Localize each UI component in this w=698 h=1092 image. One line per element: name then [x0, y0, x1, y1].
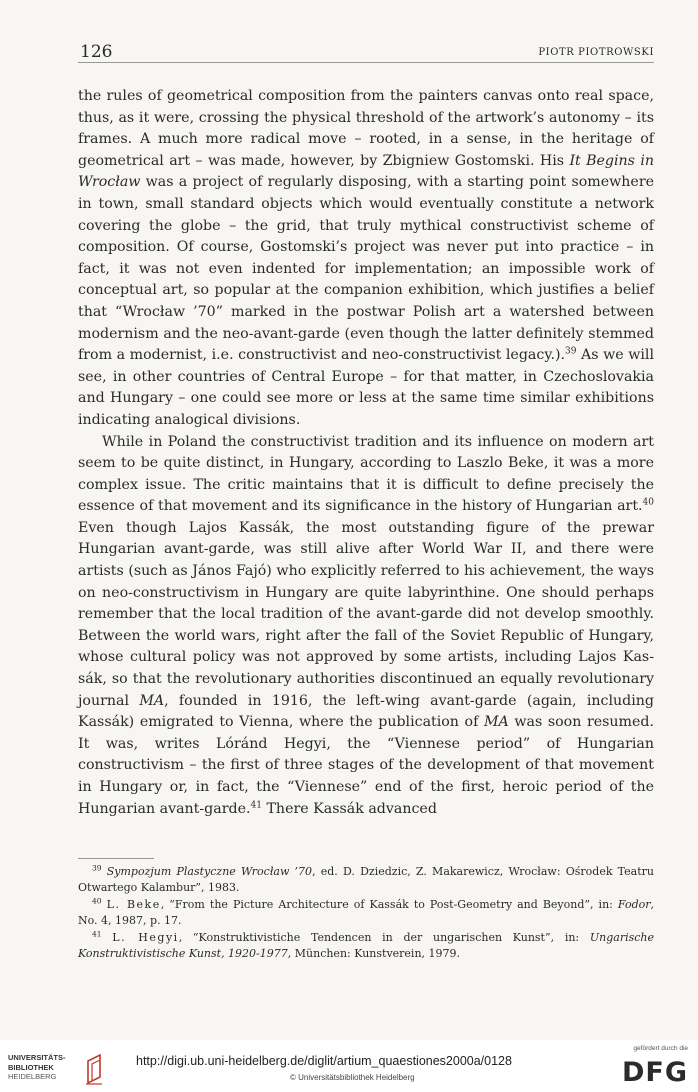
digitization-footer — [0, 1040, 698, 1092]
dfg-funding-caption: gefördert durch die — [633, 1045, 688, 1052]
footnote-40 — [78, 897, 654, 928]
footnote-text: , ed. D. Dziedzic, Z. Makarewicz, Wrocław: Ośrodek Teatru Otwartego Kalambur”, 1983. — [78, 865, 654, 894]
text-run: , founded in 1916, the left-wing avant-garde (again, including Kassák) emigrated to Vienna, where the publication of — [78, 692, 654, 731]
text-run: Even though Lajos Kassák, the most outstanding figure of the prewar Hungarian avant-garde, was still alive after World War II, and there were artists (such as János Fajó) who explicitly referred to his achievement, the ways on neo-constructivism in Hungary are quite labyrinthine. One should perhaps remember that the local tradition of the avant-garde did not develop smoothly. Between the world wars, right after the fall of the Soviet Republic of Hungary, whose cultural policy was not approved by some artists, including Lajos Kassák, so that the revolutionary authorities discontinued an equally revolutionary journal — [78, 519, 654, 709]
page-number: 126 — [80, 42, 113, 62]
footnote-journal: Fodor — [617, 898, 651, 912]
text-run: While in Poland the constructivist tradition and its influence on modern art seem to be quite distinct, in Hungary, according to Laszlo Beke, it was a more complex issue. The critic maintains that it is difficult to define precisely the essence of that movement and its significance in the history of Hungarian art. — [78, 433, 654, 515]
footnote-number: 39 — [92, 863, 102, 873]
running-head — [78, 42, 654, 63]
text-run: was soon resumed. It was, writes Lóránd Hegyi, the “Viennese period” of Hungarian constructivism – the first of three stages of the development of that movement in Hungary or, in fact, the “Viennese” end of the first, heroic period of the Hungarian avant-garde. — [78, 714, 654, 817]
footnote-author: L. Hegyi — [112, 931, 179, 945]
footnote-ref-39[interactable]: 39 — [565, 346, 577, 357]
running-head-author: PIOTR PIOTROWSKI — [538, 47, 654, 58]
copyright-notice: © Universitätsbibliothek Heidelberg — [290, 1073, 415, 1082]
footnote-title: Sympozjum Plastyczne Wrocław ’70 — [106, 865, 313, 878]
library-name-line: UNIVERSITÄTS- — [8, 1053, 66, 1062]
footnote-number: 40 — [92, 896, 102, 906]
paragraph-1 — [78, 86, 654, 432]
journal-title: MA — [139, 692, 165, 709]
footnote-divider — [78, 858, 154, 859]
footnote-41 — [78, 930, 654, 961]
permalink-url[interactable]: http://digi.ub.uni-heidelberg.de/diglit/artium_quaestiones2000a/0128 — [136, 1054, 512, 1068]
dfg-logo-text: DFG — [621, 1057, 688, 1088]
text-run: was a project of regularly disposing, with a starting point somewhere in town, small standard objects which would eventually constitute a network covering the globe – the grid, that truly mythical constructivist scheme of composition. Of course, Gostomski’s project was never put into practice – in fact, it was not even indented for implementation; an impossible work of conceptual art, so popular at the companion exhibition, which justifies a belief that “Wrocław ’70” marked in the postwar Polish art a watershed between modernism and the neo-avant-garde (even though the latter definitely stemmed from a modernist, i.e. constructivist and neo-constructivist legacy.). — [78, 174, 654, 364]
library-name-line: HEIDELBERG — [8, 1072, 57, 1081]
text-run: the rules of geometrical composition from the painters canvas onto real space, thus, as it were, crossing the physical threshold of the artwork’s autonomy – its frames. A much more radical move – rooted, in a sense, in the heritage of geometrical art – was made, however, by Zbigniew Gostomski. His — [78, 88, 654, 169]
footnote-39 — [78, 864, 654, 895]
dfg-funding-logo[interactable] — [608, 1045, 688, 1089]
footnote-ref-40[interactable]: 40 — [642, 497, 654, 508]
footnote-text: , No. 4, 1987, p. 17. — [78, 898, 654, 927]
library-emblem-icon — [82, 1053, 106, 1085]
text-run: There Kassák advanced — [261, 800, 437, 817]
footnote-text: , München: Kunstverein, 1979. — [287, 946, 461, 960]
footnotes — [78, 864, 654, 964]
paragraph-2 — [78, 432, 654, 821]
library-name — [8, 1053, 66, 1082]
footnote-ref-41[interactable]: 41 — [250, 799, 262, 810]
body-text — [78, 86, 654, 820]
footnote-title: Ungarische Konstruktivistische Kunst, 1920-1977 — [78, 931, 654, 960]
library-logo[interactable] — [8, 1053, 108, 1085]
text-run: As we will see, in other countries of Central Europe – for that matter, in Czechoslovakia and Hungary – one could see more or less at the same time similar exhibitions indicating analogical divisions. — [78, 347, 654, 428]
footnote-text: , “From the Picture Architecture of Kassák to Post-Geometry and Beyond”, in: — [160, 898, 618, 912]
footnote-number: 41 — [92, 929, 102, 939]
journal-title: MA — [483, 714, 509, 731]
footnote-author: L. Beke — [106, 898, 161, 912]
library-name-line: BIBLIOTHEK — [8, 1062, 54, 1072]
footnote-text: , “Konstruktivistiche Tendencen in der ungarischen Kunst”, in: — [178, 931, 590, 945]
artwork-title: It Begins in Wrocław — [78, 152, 654, 191]
